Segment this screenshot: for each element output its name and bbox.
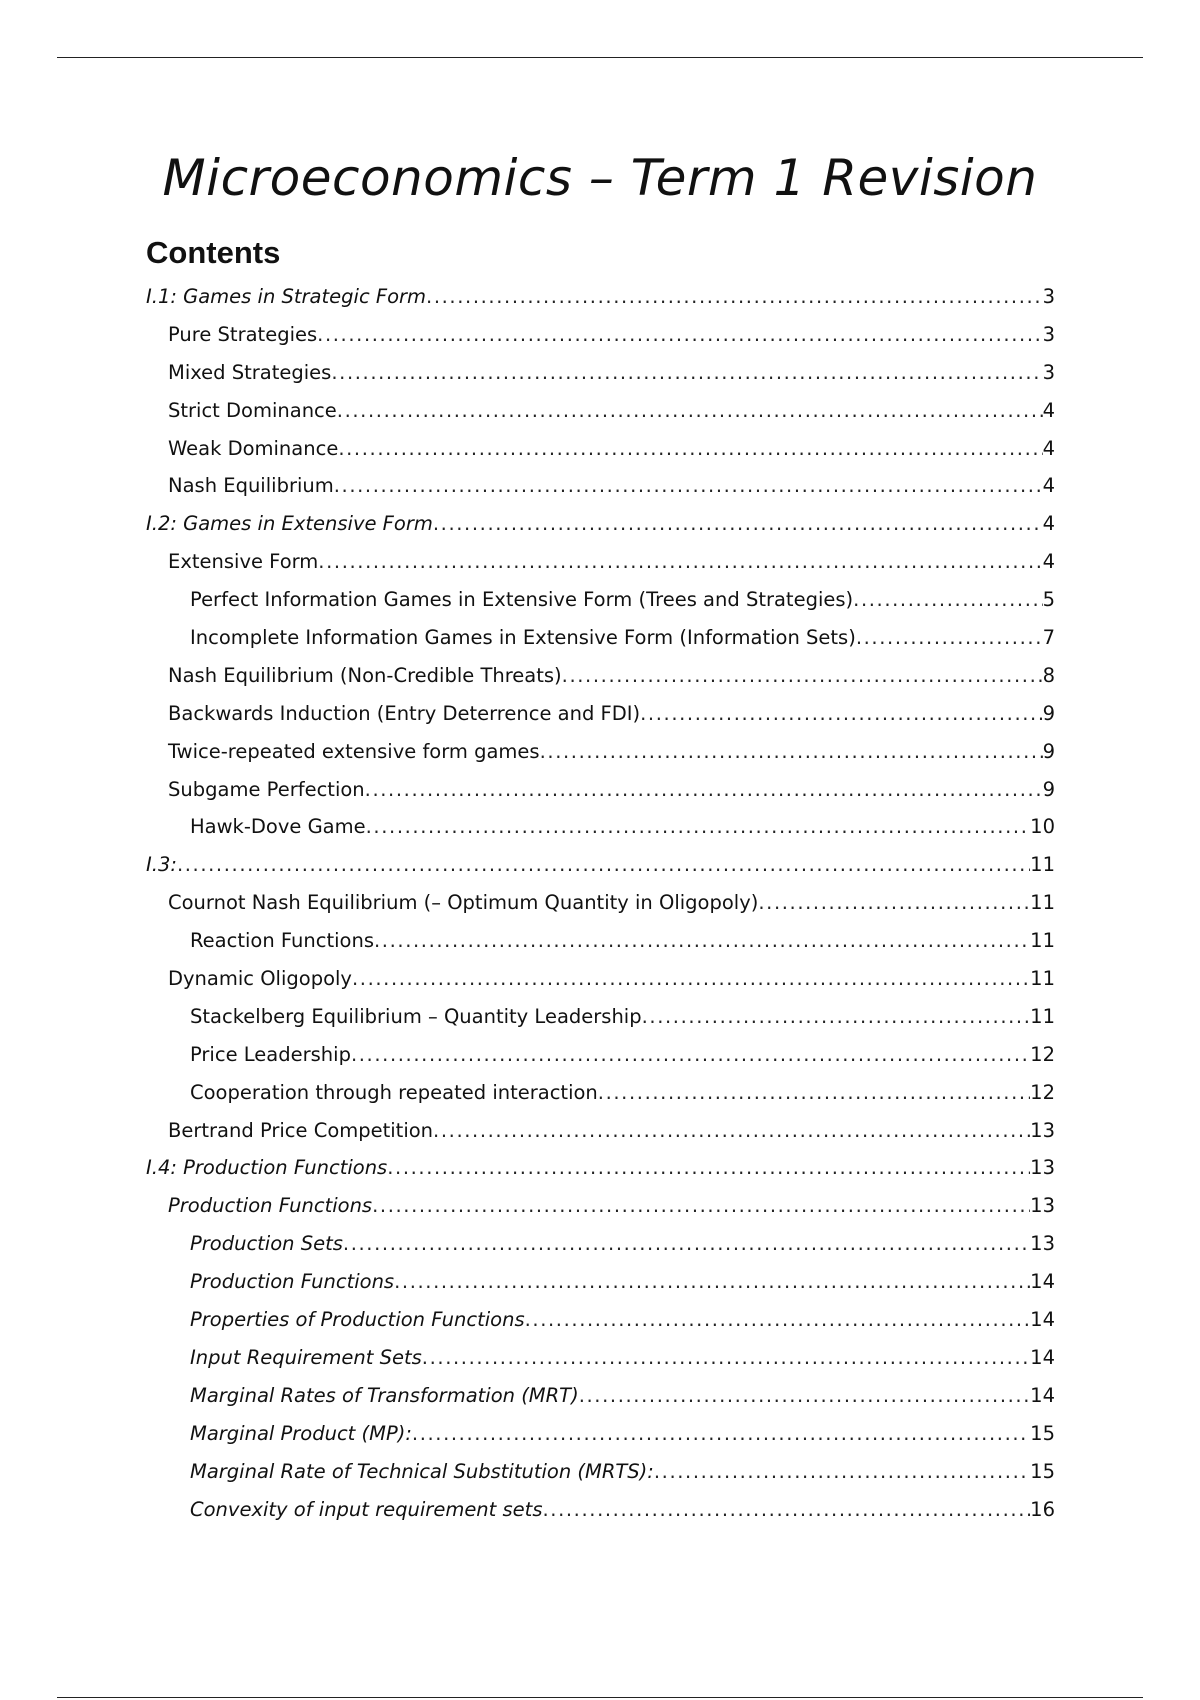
toc-dot-leader <box>542 1498 1030 1521</box>
toc-page-number: 4 <box>1042 512 1055 536</box>
toc-dot-leader <box>372 1194 1030 1217</box>
toc-page-number: 3 <box>1042 285 1055 308</box>
toc-page-number: 11 <box>1030 891 1055 915</box>
toc-dot-leader <box>317 323 1042 346</box>
toc-dot-leader <box>374 929 1030 952</box>
contents-heading: Contents <box>146 235 281 270</box>
toc-entry-title: Perfect Information Games in Extensive Form (Trees and Strategies) <box>190 588 854 612</box>
toc-dot-leader <box>352 967 1030 990</box>
toc-entry-title: Nash Equilibrium <box>168 474 334 498</box>
toc-entry[interactable] <box>146 1346 1055 1384</box>
toc-entry-title: Production Functions <box>190 1270 395 1294</box>
toc-page-number: 3 <box>1042 360 1055 384</box>
toc-entry-title: Strict Dominance <box>168 398 337 422</box>
toc-page-number: 5 <box>1042 588 1055 612</box>
toc-page-number: 11 <box>1030 929 1055 953</box>
toc-entry[interactable] <box>146 740 1055 778</box>
toc-entry[interactable] <box>146 323 1055 361</box>
toc-entry-title: Hawk-Dove Game <box>190 815 366 839</box>
toc-dot-leader <box>856 626 1043 649</box>
toc-entry-title: Marginal Rates of Transformation (MRT) <box>190 1383 579 1407</box>
toc-dot-leader <box>640 702 1042 725</box>
toc-page-number: 11 <box>1030 853 1055 877</box>
toc-entry[interactable] <box>146 1498 1055 1536</box>
toc-page-number: 8 <box>1042 663 1055 687</box>
toc-entry[interactable] <box>146 1156 1055 1194</box>
toc-entry[interactable] <box>146 1422 1055 1460</box>
toc-dot-leader <box>387 1156 1030 1179</box>
document-title: Microeconomics – Term 1 Revision <box>162 149 1038 207</box>
toc-page-number: 9 <box>1042 777 1055 801</box>
toc-page-number: 9 <box>1042 739 1055 763</box>
toc-dot-leader <box>366 815 1031 838</box>
toc-entry[interactable] <box>146 702 1055 740</box>
toc-entry[interactable] <box>146 1270 1055 1308</box>
toc-entry-title: Incomplete Information Games in Extensive Form (Information Sets) <box>190 626 856 650</box>
toc-entry[interactable] <box>146 588 1055 626</box>
toc-entry-title: Cournot Nash Equilibrium (– Optimum Quantity in Oligopoly) <box>168 891 759 915</box>
toc-entry-title: Convexity of input requirement sets <box>190 1497 543 1521</box>
toc-page-number: 15 <box>1030 1421 1055 1445</box>
toc-entry[interactable] <box>146 967 1055 1005</box>
toc-entry[interactable] <box>146 285 1055 323</box>
toc-entry[interactable] <box>146 853 1055 891</box>
toc-page-number: 9 <box>1042 701 1055 725</box>
toc-dot-leader <box>758 891 1030 914</box>
toc-entry[interactable] <box>146 1232 1055 1270</box>
toc-dot-leader <box>433 512 1043 535</box>
toc-dot-leader <box>351 1043 1030 1066</box>
toc-entry-title: Dynamic Oligopoly <box>168 967 352 991</box>
toc-dot-leader <box>412 1422 1030 1445</box>
toc-entry[interactable] <box>146 815 1055 853</box>
toc-dot-leader <box>654 1460 1030 1483</box>
toc-entry[interactable] <box>146 778 1055 816</box>
toc-dot-leader <box>334 474 1043 497</box>
toc-dot-leader <box>343 1232 1030 1255</box>
toc-dot-leader <box>426 285 1043 308</box>
toc-entry-title: Price Leadership <box>190 1042 351 1066</box>
toc-entry-title: I.1: Games in Strategic Form <box>146 285 427 308</box>
toc-entry[interactable] <box>146 1081 1055 1119</box>
toc-entry[interactable] <box>146 929 1055 967</box>
toc-page-number: 7 <box>1042 626 1055 650</box>
toc-page-number: 11 <box>1030 967 1055 991</box>
toc-page-number: 15 <box>1030 1459 1055 1483</box>
toc-page-number: 14 <box>1030 1270 1055 1294</box>
toc-entry[interactable] <box>146 891 1055 929</box>
toc-dot-leader <box>525 1308 1031 1331</box>
toc-page-number: 10 <box>1030 815 1055 839</box>
toc-entry[interactable] <box>146 361 1055 399</box>
footer-rule <box>57 1697 1143 1698</box>
toc-page-number: 13 <box>1030 1194 1055 1218</box>
toc-page-number: 14 <box>1030 1383 1055 1407</box>
toc-entry-title: Pure Strategies <box>168 322 318 346</box>
toc-entry-title: I.2: Games in Extensive Form <box>146 512 433 536</box>
toc-entry-title: Subgame Perfection <box>168 777 365 801</box>
toc-page-number: 11 <box>1030 1004 1055 1028</box>
toc-page-number: 3 <box>1042 322 1055 346</box>
toc-entry-title: Bertrand Price Competition <box>168 1118 434 1142</box>
table-of-contents <box>146 285 1055 1535</box>
toc-entry-title: Input Requirement Sets <box>190 1345 422 1369</box>
toc-dot-leader <box>853 588 1042 611</box>
toc-entry-title: Backwards Induction (Entry Deterrence and FDI) <box>168 701 641 725</box>
toc-entry-title: I.3: <box>146 853 177 877</box>
toc-page-number: 4 <box>1042 550 1055 574</box>
toc-dot-leader <box>338 437 1042 460</box>
toc-page-number: 16 <box>1030 1497 1055 1521</box>
toc-page-number: 13 <box>1030 1232 1055 1256</box>
toc-entry[interactable] <box>146 474 1055 512</box>
toc-entry[interactable] <box>146 1043 1055 1081</box>
toc-page-number: 12 <box>1030 1042 1055 1066</box>
toc-entry[interactable] <box>146 1460 1055 1498</box>
toc-entry-title: Properties of Production Functions <box>190 1308 525 1332</box>
toc-entry-title: Marginal Product (MP): <box>190 1421 412 1445</box>
toc-dot-leader <box>562 664 1043 687</box>
toc-dot-leader <box>422 1346 1030 1369</box>
toc-page-number: 4 <box>1042 474 1055 498</box>
toc-entry-title: Nash Equilibrium (Non-Credible Threats) <box>168 663 562 687</box>
toc-entry-title: Weak Dominance <box>168 436 339 460</box>
toc-entry-title: Cooperation through repeated interaction <box>190 1080 598 1104</box>
toc-entry[interactable] <box>146 550 1055 588</box>
toc-page-number: 4 <box>1042 436 1055 460</box>
toc-entry-title: Production Sets <box>190 1232 343 1256</box>
toc-entry-title: Mixed Strategies <box>168 360 332 384</box>
toc-entry[interactable] <box>146 1119 1055 1157</box>
toc-dot-leader <box>331 361 1042 384</box>
header-rule <box>57 57 1143 58</box>
toc-entry[interactable] <box>146 1384 1055 1422</box>
toc-page-number: 12 <box>1030 1080 1055 1104</box>
toc-entry[interactable] <box>146 512 1055 550</box>
toc-dot-leader <box>642 1005 1031 1028</box>
toc-page-number: 13 <box>1030 1156 1055 1180</box>
toc-entry-title: Twice-repeated extensive form games <box>168 739 540 763</box>
toc-entry[interactable] <box>146 1194 1055 1232</box>
toc-entry[interactable] <box>146 437 1055 475</box>
toc-entry[interactable] <box>146 1005 1055 1043</box>
toc-entry-title: Production Functions <box>168 1194 373 1218</box>
toc-dot-leader <box>394 1270 1030 1293</box>
toc-dot-leader <box>177 853 1030 876</box>
toc-entry-title: I.4: Production Functions <box>146 1156 388 1180</box>
toc-entry-title: Extensive Form <box>168 550 319 574</box>
toc-page-number: 14 <box>1030 1308 1055 1332</box>
toc-page-number: 14 <box>1030 1345 1055 1369</box>
toc-entry-title: Marginal Rate of Technical Substitution (MRTS): <box>190 1459 654 1483</box>
toc-entry[interactable] <box>146 399 1055 437</box>
toc-entry-title: Reaction Functions <box>190 929 374 953</box>
toc-dot-leader <box>337 399 1043 422</box>
toc-dot-leader <box>579 1384 1030 1407</box>
toc-dot-leader <box>365 778 1043 801</box>
toc-page-number: 4 <box>1042 398 1055 422</box>
toc-dot-leader <box>433 1119 1030 1142</box>
toc-dot-leader <box>598 1081 1030 1104</box>
toc-entry[interactable] <box>146 1308 1055 1346</box>
toc-entry-title: Stackelberg Equilibrium – Quantity Leadership <box>190 1004 642 1028</box>
toc-page-number: 13 <box>1030 1118 1055 1142</box>
toc-entry[interactable] <box>146 626 1055 664</box>
toc-dot-leader <box>318 550 1042 573</box>
toc-dot-leader <box>540 740 1043 763</box>
toc-entry[interactable] <box>146 664 1055 702</box>
